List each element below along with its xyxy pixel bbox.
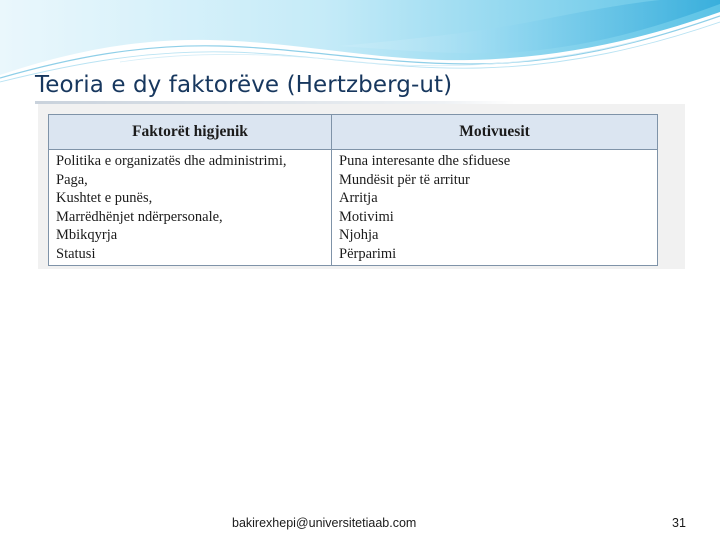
list-item: Motivimi [339,208,394,225]
list-item: Përparimi [339,245,397,262]
table-row [49,150,658,266]
hygiene-factors-cell [49,150,332,266]
header-motivators: Motivuesit [332,115,658,150]
list-item: Mundësit për të arritur [339,171,470,188]
motivators-cell [332,150,658,266]
slide-title: Teoria e dy faktorëve (Hertzberg-ut) [35,72,453,98]
list-item: Paga, [56,171,88,188]
list-item: Njohja [339,227,379,244]
list-item: Kushtet e punës, [56,190,153,207]
list-item: Mbikqyrja [56,227,118,244]
list-item: Statusi [56,245,96,262]
list-item: Puna interesante dhe sfiduese [339,153,511,169]
list-item: Politika e organizatës dhe administrimi, [56,153,287,169]
table-header-row [49,115,658,150]
list-item: Arritja [339,190,378,207]
header-hygiene-factors: Faktorët higjenik [49,115,332,150]
page-number: 31 [672,516,686,530]
footer-email: bakirexhepi@universitetiaab.com [232,516,417,530]
herzberg-factors-table [48,114,658,266]
list-item: Marrëdhënjet ndërpersonale, [56,208,223,225]
